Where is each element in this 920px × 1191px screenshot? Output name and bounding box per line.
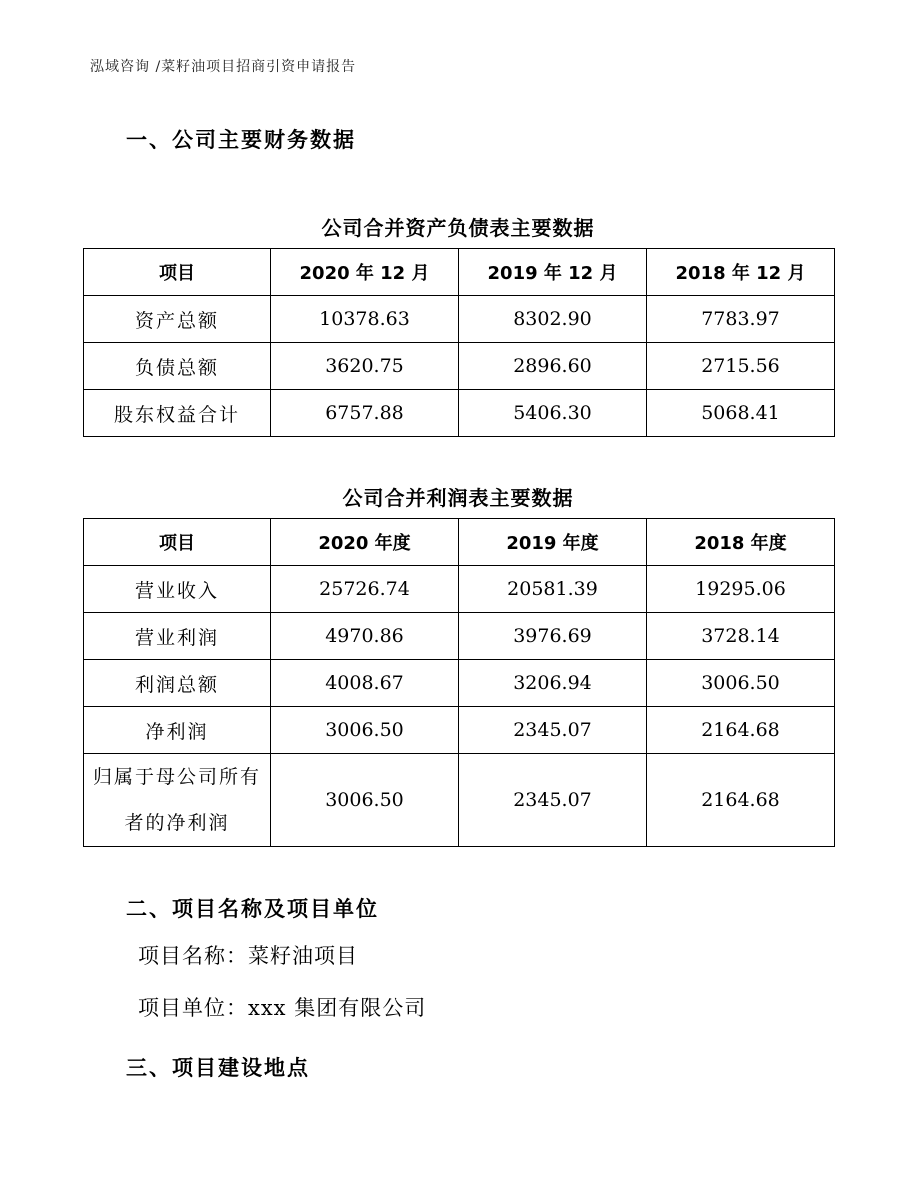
cell-value: 7783.97 xyxy=(647,296,835,343)
row-label: 净利润 xyxy=(84,707,271,754)
cell-value: 4970.86 xyxy=(271,613,459,660)
balance-sheet-table xyxy=(83,248,835,437)
row-label: 股东权益合计 xyxy=(84,390,271,437)
cell-value: 25726.74 xyxy=(271,566,459,613)
cell-value: 3206.94 xyxy=(459,660,647,707)
cell-value: 2164.68 xyxy=(647,707,835,754)
table-row xyxy=(84,296,835,343)
column-header: 2020 年 12 月 xyxy=(271,249,459,296)
table-header-row xyxy=(84,249,835,296)
column-header: 2020 年度 xyxy=(271,519,459,566)
cell-value: 3006.50 xyxy=(271,707,459,754)
table-row xyxy=(84,660,835,707)
column-header: 项目 xyxy=(84,249,271,296)
balance-sheet-caption: 公司合并资产负债表主要数据 xyxy=(321,216,595,240)
project-unit-line: 项目单位：xxx 集团有限公司 xyxy=(138,996,427,1020)
cell-value: 2345.07 xyxy=(459,754,647,847)
section-title-project-location: 三、项目建设地点 xyxy=(126,1056,310,1080)
cell-value: 2715.56 xyxy=(647,343,835,390)
row-label: 负债总额 xyxy=(84,343,271,390)
table-row xyxy=(84,566,835,613)
cell-value: 20581.39 xyxy=(459,566,647,613)
cell-value: 6757.88 xyxy=(271,390,459,437)
column-header: 2019 年度 xyxy=(459,519,647,566)
income-statement-table xyxy=(83,518,835,847)
row-label: 利润总额 xyxy=(84,660,271,707)
cell-value: 3006.50 xyxy=(271,754,459,847)
row-label: 资产总额 xyxy=(84,296,271,343)
column-header: 2019 年 12 月 xyxy=(459,249,647,296)
project-name-line: 项目名称：菜籽油项目 xyxy=(138,944,358,968)
cell-value: 5406.30 xyxy=(459,390,647,437)
table-header-row xyxy=(84,519,835,566)
cell-value: 2896.60 xyxy=(459,343,647,390)
table-row xyxy=(84,754,835,847)
table-row xyxy=(84,707,835,754)
table-row xyxy=(84,390,835,437)
row-label: 归属于母公司所有者的净利润 xyxy=(84,754,271,847)
cell-value: 2164.68 xyxy=(647,754,835,847)
cell-value: 3728.14 xyxy=(647,613,835,660)
section-title-project-name-unit: 二、项目名称及项目单位 xyxy=(126,897,379,921)
cell-value: 10378.63 xyxy=(271,296,459,343)
cell-value: 2345.07 xyxy=(459,707,647,754)
income-statement-caption: 公司合并利润表主要数据 xyxy=(342,486,574,510)
section-title-financial-data: 一、公司主要财务数据 xyxy=(126,128,356,152)
document-header-note: 泓域咨询 /菜籽油项目招商引资申请报告 xyxy=(90,59,357,75)
table-row xyxy=(84,343,835,390)
cell-value: 3006.50 xyxy=(647,660,835,707)
column-header: 2018 年度 xyxy=(647,519,835,566)
row-label: 营业收入 xyxy=(84,566,271,613)
table-row xyxy=(84,613,835,660)
cell-value: 4008.67 xyxy=(271,660,459,707)
cell-value: 5068.41 xyxy=(647,390,835,437)
column-header: 2018 年 12 月 xyxy=(647,249,835,296)
cell-value: 3976.69 xyxy=(459,613,647,660)
cell-value: 3620.75 xyxy=(271,343,459,390)
column-header: 项目 xyxy=(84,519,271,566)
cell-value: 8302.90 xyxy=(459,296,647,343)
cell-value: 19295.06 xyxy=(647,566,835,613)
row-label: 营业利润 xyxy=(84,613,271,660)
